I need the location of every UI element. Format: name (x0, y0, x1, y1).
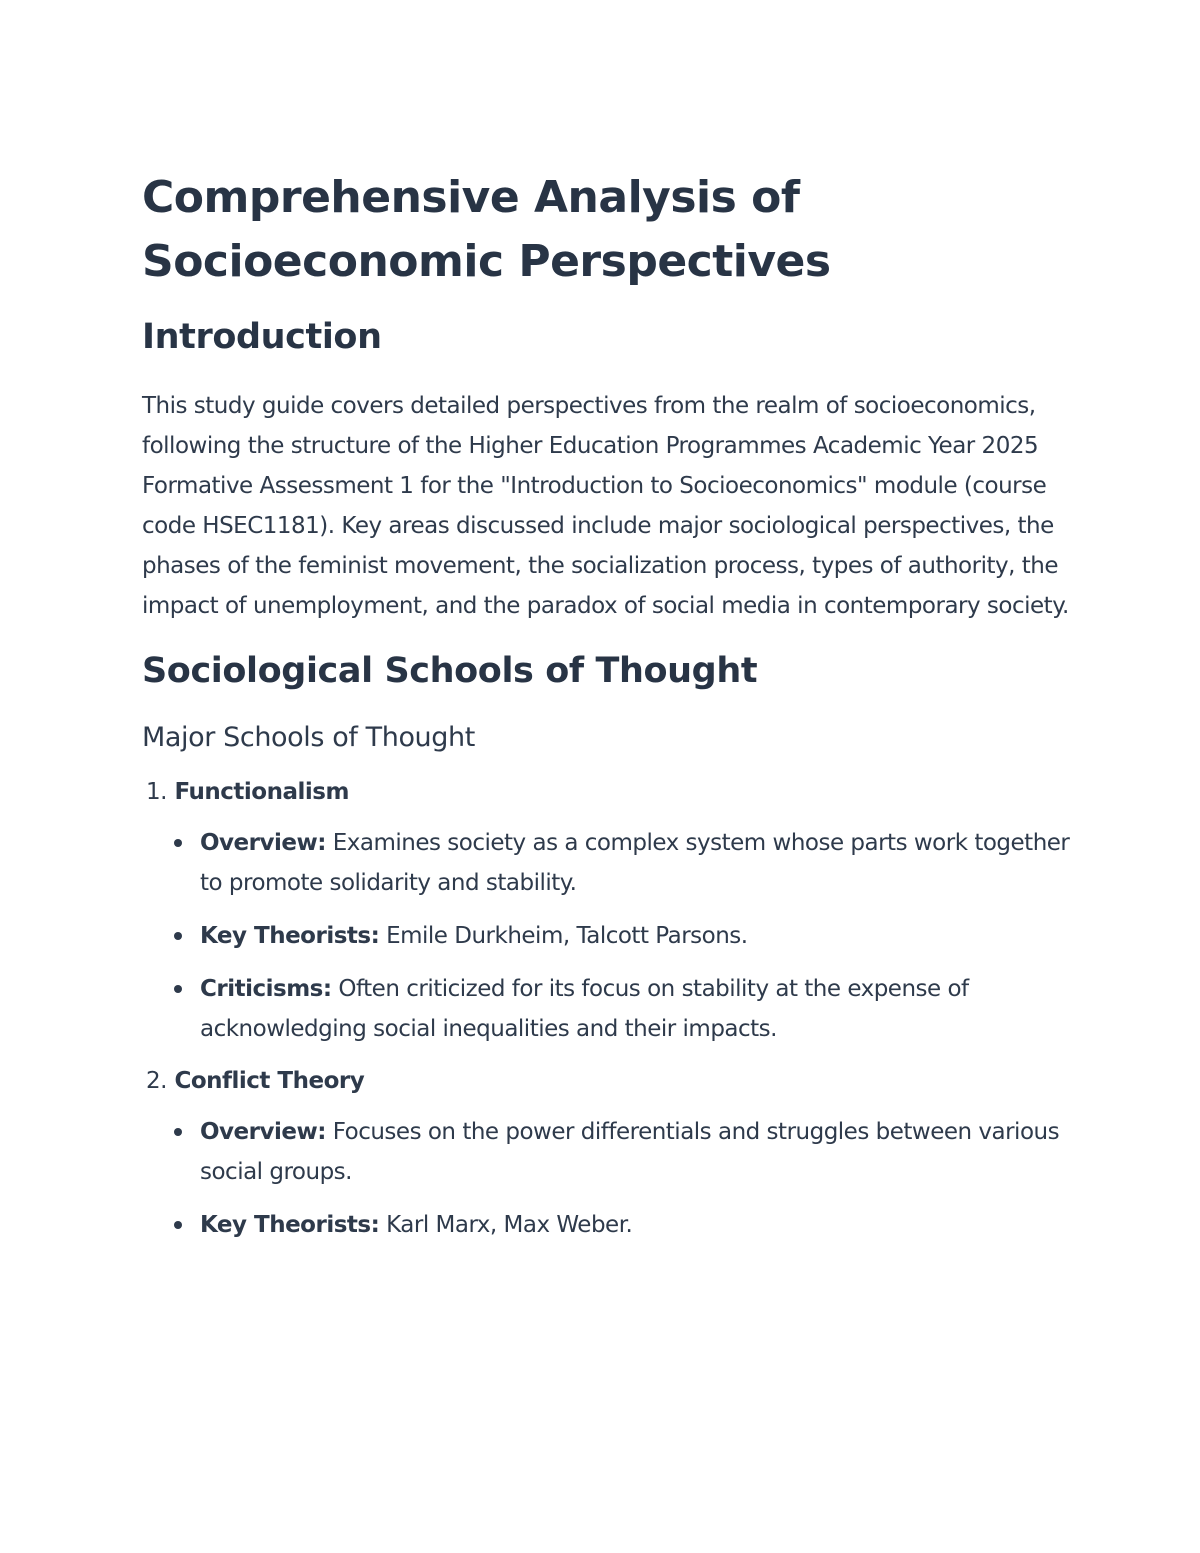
school-name: Conflict Theory (174, 1068, 365, 1094)
schools-heading: Sociological Schools of Thought (142, 651, 758, 691)
list-item (142, 916, 1072, 956)
schools-subheading: Major Schools of Thought (142, 722, 475, 753)
school-number: 1. (146, 779, 167, 805)
title-line-2: Socioeconomic Perspectives (142, 236, 831, 287)
document-title (142, 166, 1072, 294)
school-name: Functionalism (174, 779, 349, 805)
school-title (142, 774, 1072, 810)
point-text: Karl Marx, Max Weber. (379, 1212, 633, 1238)
point-text: Emile Durkheim, Talcott Parsons. (379, 923, 748, 949)
point-text: Examines society as a complex system whose parts work together to promote solidarity and stability. (200, 830, 1070, 896)
school-points-list (142, 823, 1072, 1049)
introduction-heading: Introduction (142, 317, 382, 357)
list-item (142, 1205, 1072, 1245)
list-item (142, 823, 1072, 903)
title-line-1: Comprehensive Analysis of (142, 172, 800, 223)
school-conflict-theory (142, 1063, 1072, 1245)
point-term: Criticisms: (200, 976, 332, 1002)
bullet-icon (174, 839, 182, 847)
point-text: Focuses on the power differentials and struggles between various social groups. (200, 1119, 1060, 1185)
document-page (142, 166, 1072, 1245)
school-functionalism (142, 774, 1072, 1049)
point-term: Overview: (200, 1119, 326, 1145)
bullet-icon (174, 985, 182, 993)
point-term: Overview: (200, 830, 326, 856)
bullet-icon (174, 932, 182, 940)
point-term: Key Theorists: (200, 923, 380, 949)
school-title (142, 1063, 1072, 1099)
list-item (142, 1112, 1072, 1192)
introduction-paragraph: This study guide covers detailed perspectives from the realm of socioeconomics, following the structure of the Higher Education Programmes Academic Year 2025 Formative Assessment 1 for the "Introduction to Socioeconomics" module (course code HSEC1181). Key areas discussed include major sociological perspectives, the phases of the feminist movement, the socialization process, types of authority, the impact of unemployment, and the paradox of social media in contemporary society. (142, 393, 1069, 619)
point-term: Key Theorists: (200, 1212, 380, 1238)
school-points-list (142, 1112, 1072, 1245)
bullet-icon (174, 1221, 182, 1229)
bullet-icon (174, 1128, 182, 1136)
school-number: 2. (146, 1068, 167, 1094)
point-text: Often criticized for its focus on stability at the expense of acknowledging social inequalities and their impacts. (200, 976, 969, 1042)
list-item (142, 969, 1072, 1049)
